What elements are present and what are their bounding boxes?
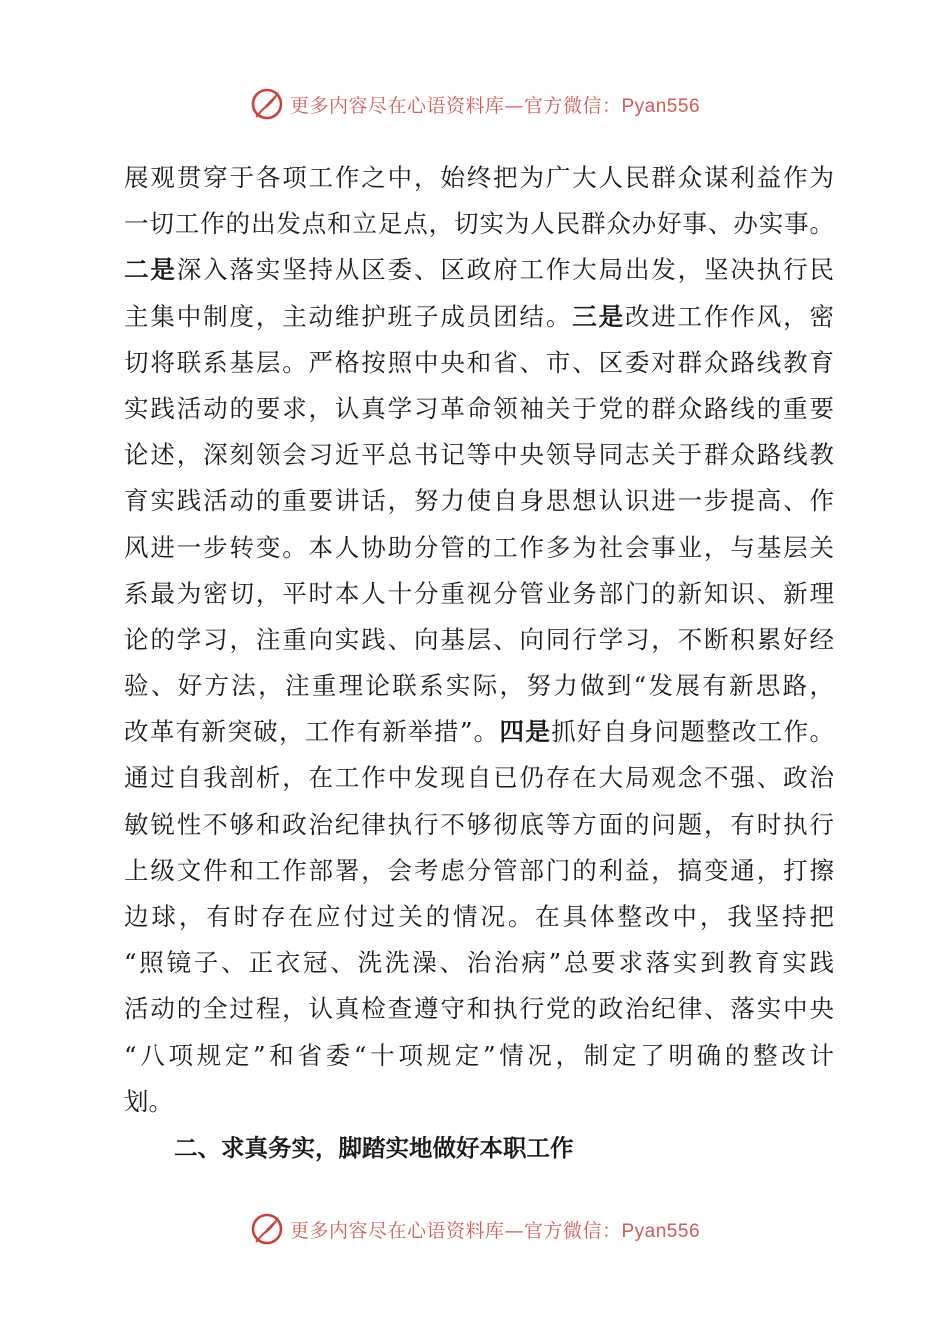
- document-body: [124, 155, 834, 1171]
- paragraph-line: [124, 802, 834, 848]
- text-segment: 展观贯穿于各项工作之中，始终把为广大人民群众谋利益作为: [124, 163, 834, 192]
- paragraph-line: [124, 617, 834, 663]
- footer-wechat-id: Pyan556: [621, 1220, 701, 1242]
- footer-banner-text: 更多内容尽在心语资料库—官方微信：Pyan556: [289, 1219, 701, 1242]
- paragraph-line: [124, 571, 834, 617]
- text-segment: 边球，有时存在应付过关的情况。在具体整改中，我坚持把: [124, 902, 834, 931]
- text-segment: 论述，深刻领会习近平总书记等中央领导同志关于群众路线教: [124, 440, 834, 470]
- header-banner: [0, 84, 950, 124]
- paragraph-line: [124, 478, 834, 524]
- paragraph-line: [124, 155, 834, 201]
- paragraph-line: [124, 525, 834, 571]
- text-segment: 育实践活动的重要讲话，努力使自身思想认识进一步提高、作: [124, 486, 834, 516]
- paragraph-line: [124, 848, 834, 894]
- paragraph-line: [124, 755, 834, 801]
- bold-keyword: 四是: [499, 717, 552, 747]
- footer-banner: [0, 1209, 950, 1249]
- paragraph-line: [124, 386, 834, 432]
- text-segment: 验、好方法，注重理论联系实际，努力做到“发展有新思路，: [124, 671, 834, 701]
- text-segment: 实践活动的要求，认真学习革命领袖关于党的群众路线的重要: [124, 393, 834, 423]
- bold-keyword: 二是: [124, 255, 177, 285]
- text-segment: 改进工作作风，密: [624, 301, 835, 331]
- paragraph-line: [124, 1079, 834, 1125]
- paragraph-line: [124, 986, 834, 1032]
- paragraph-line: [124, 340, 834, 386]
- text-segment: 一切工作的出发点和立足点，切实为人民群众办好事、办实事。: [124, 209, 834, 239]
- text-segment: 划。: [124, 1086, 173, 1116]
- header-banner-text: 更多内容尽在心语资料库—官方微信：Pyan556: [289, 94, 701, 117]
- text-segment: “照镜子、正衣冠、洗洗澡、治治病”总要求落实到教育实践: [124, 948, 834, 978]
- paragraph-line: [124, 894, 834, 940]
- paragraph-line: [124, 709, 834, 755]
- bold-keyword: 三是: [572, 301, 625, 331]
- paragraph-line: [124, 663, 834, 709]
- text-segment: 论的学习，注重向实践、向基层、向同行学习，不断积累好经: [124, 624, 834, 654]
- text-segment: 活动的全过程，认真检查遵守和执行党的政治纪律、落实中央: [124, 994, 834, 1024]
- text-segment: 敏锐性不够和政治纪律执行不够彻底等方面的问题，有时执行: [124, 809, 834, 839]
- quill-logo-icon: [250, 87, 284, 121]
- text-segment: 上级文件和工作部署，会考虑分管部门的利益，搞变通，打擦: [124, 855, 834, 885]
- section-heading: 二、求真务实，脚踏实地做好本职工作: [174, 1133, 574, 1162]
- text-segment: 风进一步转变。本人协助分管的工作多为社会事业，与基层关: [124, 532, 834, 562]
- text-segment: 通过自我剖析，在工作中发现自已仍存在大局观念不强、政治: [124, 763, 834, 793]
- text-segment: 改革有新突破，工作有新举措”。: [124, 717, 500, 747]
- paragraph-line: [124, 294, 834, 340]
- paragraph-line: [124, 1033, 834, 1079]
- text-segment: 切将联系基层。严格按照中央和省、市、区委对群众路线教育: [124, 347, 834, 377]
- text-segment: 深入落实坚持从区委、区政府工作大局出发，坚决执行民: [176, 255, 835, 285]
- text-segment: 主集中制度，主动维护班子成员团结。: [124, 301, 573, 331]
- text-segment: “八项规定”和省委“十项规定”情况，制定了明确的整改计: [124, 1040, 834, 1070]
- text-segment: 系最为密切，平时本人十分重视分管业务部门的新知识、新理: [124, 578, 834, 608]
- text-segment: 抓好自身问题整改工作。: [551, 717, 835, 747]
- paragraph-line: [124, 432, 834, 478]
- paragraph-line: [124, 201, 834, 247]
- header-wechat-id: Pyan556: [621, 95, 701, 117]
- paragraph-line: [124, 247, 834, 293]
- paragraph-line: [124, 940, 834, 986]
- quill-logo-icon: [250, 1212, 284, 1246]
